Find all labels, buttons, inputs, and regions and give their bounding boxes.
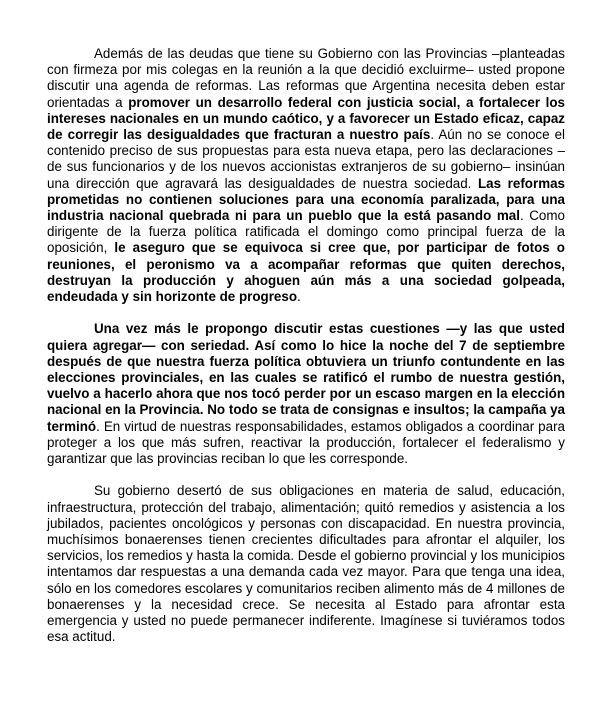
text-run: . Como dirigente de la fuerza política ratificada el domingo como principal fuerza de la oposición, bbox=[47, 208, 565, 256]
text-run-bold: Una vez más le propongo discutir estas cuestiones —y las que usted quiera agregar— con seriedad. Así como lo hice la noche del 7 de septiembre después de que nuestra fuerza política obtuviera un triunfo contundente en las elecciones provinciales, en las cuales se ratificó el rumbo de nuestra gestión, vuelvo a hacerlo ahora que nos tocó perder por un escaso margen en la elección nacional en la Provincia. No todo se trata de consignas e insultos; la campaña ya terminó bbox=[47, 321, 565, 434]
text-run: . En virtud de nuestras responsabilidades, estamos obligados a coordinar para proteger a los que más sufren, reactivar la producción, fortalecer el federalismo y garantizar que las provincias reciban lo que les corresponde. bbox=[47, 418, 565, 467]
paragraph bbox=[47, 483, 565, 645]
text-run-bold: promover un desarrollo federal con justicia social, a fortalecer los intereses nacionales en un mundo caótico, y a favorecer un Estado eficaz, capaz de corregir las desigualdades que fracturan a nuestro país bbox=[47, 94, 565, 143]
letter-body bbox=[47, 46, 565, 645]
text-run: . Aún no se conoce el contenido preciso de sus propuestas para esta nueva etapa, pero las declaraciones –de sus funcionarios y de los nuevos accionistas extranjeros de su gobierno– insinúan una dirección que agravará las desigualdades de nuestra sociedad. bbox=[47, 127, 565, 191]
paragraph bbox=[47, 46, 565, 305]
paragraph bbox=[47, 321, 565, 467]
text-run: . bbox=[297, 289, 301, 305]
text-run-bold: Las reformas prometidas no contienen soluciones para una economía paralizada, para una industria nacional quebrada ni para un pueblo que la está pasando mal bbox=[47, 175, 565, 224]
text-run: Su gobierno desertó de sus obligaciones en materia de salud, educación, infraestructura, protección del trabajo, alimentación; quitó remedios y asistencia a los jubilados, pacientes oncológicos y personas con discapacidad. En nuestra provincia, muchísimos bonaerenses tienen crecientes dificultades para afrontar el alquiler, los servicios, los remedios y hasta la comida. Desde el gobierno provincial y los municipios intentamos dar respuestas a una demanda cada vez mayor. Para que tenga una idea, sólo en los comedores escolares y comunitarios reciben alimento más de 4 millones de bonaerenses y la necesidad crece. Se necesita al Estado para afrontar esta emergencia y usted no puede permanecer indiferente. Imagínese si tuviéramos todos esa actitud. bbox=[47, 483, 566, 645]
text-run-bold: le aseguro que se equivoca si cree que, por participar de fotos o reuniones, el peronismo va a acompañar reformas que quiten derechos, destruyan la producción y ahoguen aún más a una sociedad golpeada, endeudada y sin horizonte de progreso bbox=[47, 240, 565, 305]
text-run: Además de las deudas que tiene su Gobierno con las Provincias –planteadas con firmeza por mis colegas en la reunión a la que decidió excluirme– usted propone discutir una agenda de reformas. Las reformas que Argentina necesita deben estar orientadas a bbox=[47, 46, 565, 110]
